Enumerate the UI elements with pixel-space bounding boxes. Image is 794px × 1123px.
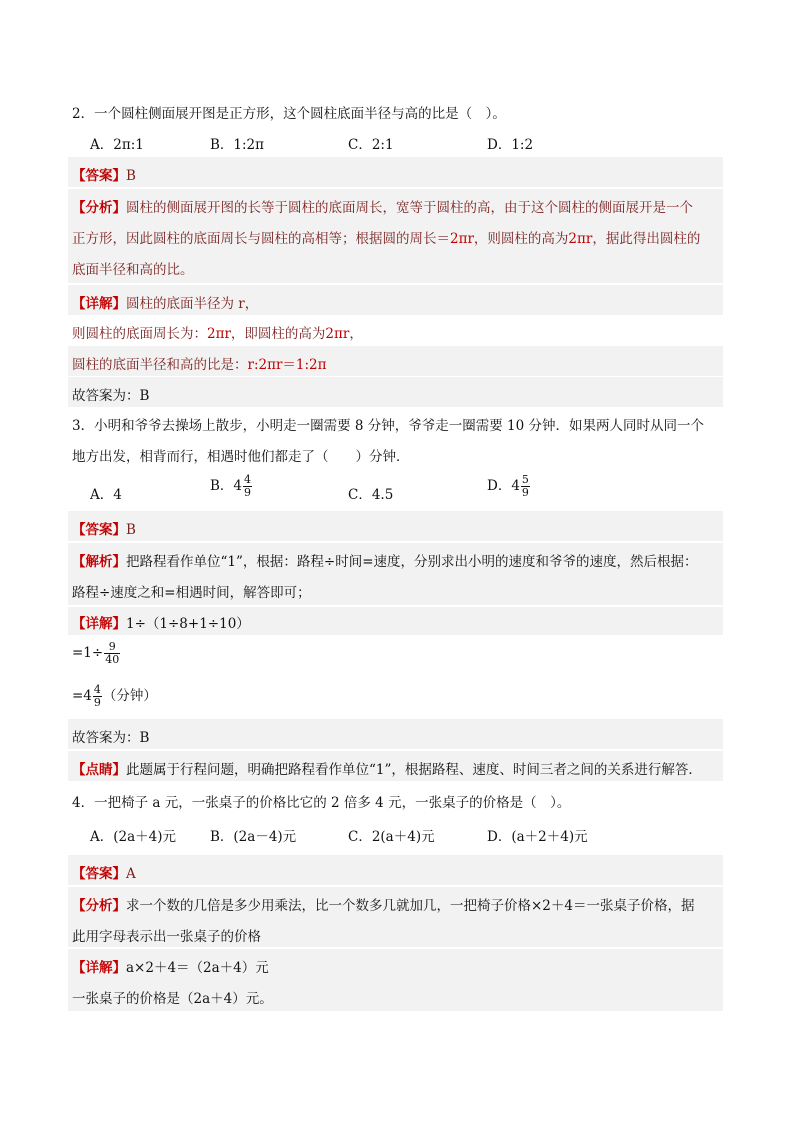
q3-stem-line-2: 地方出发，相背而行，相遇时他们都走了（ ）分钟． — [72, 449, 410, 465]
analysis-text: 圆柱的侧面展开图的长等于圆柱的底面周长，宽等于圆柱的高，由于这个圆柱的侧面展开是一个 — [126, 200, 693, 216]
q2-option-a: A．2π:1 — [90, 137, 144, 153]
detail-text: （分钟） — [102, 688, 157, 704]
q2-option-c: C．2:1 — [348, 137, 394, 153]
answer-value: B — [126, 522, 136, 538]
q3-stem-line-1: 3．小明和爷爷去操场上散步，小明走一圈需要 8 分钟，爷爷走一圈需要 10 分钟．如果两人同时从同一个 — [72, 418, 705, 434]
q2-answer — [72, 164, 136, 184]
detail-text: =4 — [72, 688, 92, 704]
q3-analysis-line-1 — [72, 550, 698, 570]
fraction — [243, 474, 252, 499]
comment-text: 此题属于行程问题，明确把路程看作单位“1”，根据路程、速度、时间三者之间的关系进行解答． — [126, 762, 702, 778]
numerator: 9 — [104, 641, 120, 654]
q4-answer — [72, 862, 136, 882]
q4-detail-line-1 — [72, 956, 269, 976]
denominator: 9 — [244, 486, 252, 499]
detail-text: a×2＋4＝（2a＋4）元 — [126, 960, 269, 976]
detail-text: ，即圆柱的高为 — [230, 326, 326, 342]
detail-tag: 【详解】 — [72, 296, 126, 312]
q4-option-d: D．(a＋2＋4)元 — [487, 829, 588, 845]
comment-tag: 【点睛】 — [72, 762, 126, 778]
detail-text: =1÷ — [72, 645, 104, 661]
q3-conclusion-band — [68, 719, 723, 749]
q3-conclusion: 故答案为：B — [72, 730, 150, 746]
analysis-text: 把路程看作单位“1”，根据：路程÷时间=速度，分别求出小明的速度和爷爷的速度，然后根据： — [126, 554, 698, 570]
q3-detail-line-2 — [72, 641, 121, 666]
answer-value: A — [126, 866, 136, 882]
detail-text: 圆柱的底面半径和高的比是： — [72, 357, 248, 373]
analysis-text: ，据此得出圆柱的 — [592, 231, 701, 247]
formula: 2πr — [325, 326, 350, 342]
q2-analysis-line-1 — [72, 196, 693, 216]
q3-option-b — [210, 474, 253, 499]
q4-option-b: B．(2a－4)元 — [210, 829, 297, 845]
formula: r:2πr＝1:2π — [247, 357, 327, 373]
analysis-tag: 【分析】 — [72, 200, 126, 216]
q4-analysis-line-1 — [72, 894, 695, 914]
analysis-text: ，则圆柱的高为 — [473, 231, 569, 247]
q2-answer-band — [68, 157, 723, 187]
analysis-tag: 【解析】 — [72, 554, 126, 570]
q4-analysis-line-2: 此用字母表示出一张桌子的价格 — [72, 929, 261, 945]
q3-option-d — [487, 474, 531, 499]
q2-analysis-line-2 — [72, 227, 700, 247]
q3-option-c: C．4.5 — [348, 487, 394, 503]
fraction — [521, 474, 530, 499]
denominator: 9 — [93, 696, 101, 709]
option-label: B．4 — [210, 478, 243, 494]
q2-detail-line-3 — [72, 353, 327, 373]
q2-conclusion: 故答案为：B — [72, 388, 150, 404]
q4-detail-line-2: 一张桌子的价格是（2a＋4）元。 — [72, 991, 273, 1007]
answer-tag: 【答案】 — [72, 522, 126, 538]
answer-value: B — [126, 168, 136, 184]
q2-analysis-line-3: 底面半径和高的比。 — [72, 262, 194, 278]
answer-tag: 【答案】 — [72, 168, 126, 184]
q4-option-c: C．2(a＋4)元 — [348, 829, 435, 845]
q4-stem: 4．一把椅子 a 元，一张桌子的价格比它的 2 倍多 4 元，一张桌子的价格是（ ）。 — [72, 795, 571, 811]
answer-tag: 【答案】 — [72, 866, 126, 882]
q2-stem: 2．一个圆柱侧面展开图是正方形，这个圆柱底面半径与高的比是（ ）。 — [72, 106, 506, 122]
numerator: 4 — [93, 683, 101, 696]
numerator: 4 — [244, 473, 252, 486]
detail-text: 圆柱的底面半径为 r， — [126, 296, 259, 312]
fraction — [104, 641, 120, 666]
q2-conclusion-band — [68, 377, 723, 407]
q3-analysis-line-2: 路程÷速度之和=相遇时间，解答即可； — [72, 585, 311, 601]
formula: 2πr — [568, 231, 593, 247]
analysis-text: 正方形，因此圆柱的底面周长与圆柱的高相等；根据圆的周长＝ — [72, 231, 450, 247]
q2-option-d: D．1:2 — [487, 137, 534, 153]
detail-text: ， — [349, 326, 363, 342]
detail-text: 1÷（1÷8+1÷10） — [126, 616, 250, 632]
q3-detail-line-1 — [72, 612, 250, 632]
formula: 2πr — [207, 326, 231, 342]
detail-tag: 【详解】 — [72, 616, 126, 632]
q3-option-a: A．4 — [90, 487, 122, 503]
analysis-tag: 【分析】 — [72, 898, 126, 914]
q3-answer-band — [68, 511, 723, 541]
analysis-text: 求一个数的几倍是多少用乘法，比一个数多几就加几，一把椅子价格×2＋4＝一张桌子价格，据 — [126, 898, 695, 914]
detail-text: 则圆柱的底面周长为： — [72, 326, 207, 342]
q4-option-a: A．(2a＋4)元 — [90, 829, 177, 845]
q2-option-b: B．1:2π — [210, 137, 265, 153]
denominator: 40 — [105, 653, 120, 666]
q2-detail-line-2 — [72, 322, 363, 342]
q2-detail-line-1 — [72, 292, 258, 312]
option-label: D．4 — [487, 478, 520, 494]
numerator: 5 — [521, 473, 529, 486]
q4-answer-band — [68, 855, 723, 885]
denominator: 9 — [521, 486, 529, 499]
q3-comment — [72, 758, 702, 778]
q3-answer — [72, 518, 136, 538]
fraction — [93, 684, 102, 709]
q3-detail-line-3 — [72, 684, 157, 709]
formula: 2πr — [450, 231, 474, 247]
detail-tag: 【详解】 — [72, 960, 126, 976]
